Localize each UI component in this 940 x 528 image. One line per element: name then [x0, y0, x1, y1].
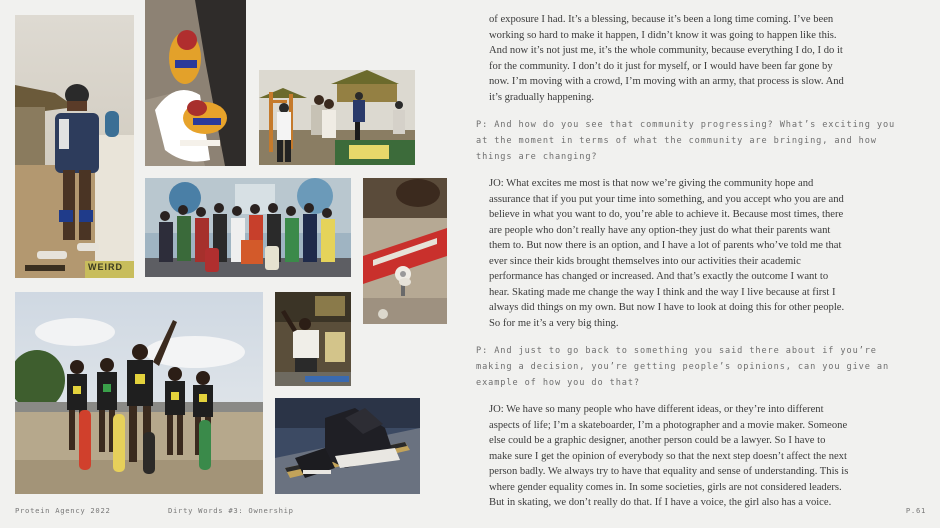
photo-skater-boy-helmet: [15, 15, 134, 278]
photo-sneakers-closeup: [145, 0, 246, 166]
article-paragraph-1: of exposure I had. It’s a blessing, because it’s been a long time coming. I’ve been working so hard to make it happen, I didn’t know it was going to happen like this. And now it’s not just me, it’s the whole community, because everything I do, I do it for the community. I don’t do it just for myself, or I would have been far gone by now. I’m moving with a crowd, I’m moving with an army, that process is slow. And it’s gradually happening.: [489, 14, 844, 103]
interviewer-question-2: P: And just to go back to something you said there about if you’re making a decision, you’re getting people’s opinions, can you give an example of how you do that?: [476, 346, 890, 388]
photo-red-skateboard: [363, 178, 447, 324]
photo-skate-event: [275, 292, 351, 386]
photo-sign-text: WEIRD: [88, 262, 123, 272]
photo-kids-with-skateboards: [15, 292, 263, 494]
photo-group-mural: [145, 178, 351, 277]
article-paragraph-3: JO: We have so many people who have different ideas, or they’re into different aspects of life; I’m a skateboarder, I’m a photographer and a movie maker. Someone else could be a graphic designer, another person could be a lawyer. So I have to make sure I get the opinion of everybody so that the next step doesn’t affect the next person badly. We always try to have that equality and sense of understanding. This is where gender equality comes in. In some societies, girls are not considered leaders. But in skating, we don’t really do that. If I have a voice, the girl also has a voice.: [489, 404, 849, 508]
interviewer-question-1: P: And how do you see that community progressing? What’s exciting you at the moment in terms of what the community are bringing, and how things are changing?: [476, 120, 896, 162]
footer-page-number: P.61: [905, 506, 926, 515]
photo-park-stalls: [259, 70, 415, 165]
footer-issue-title: Dirty Words #3: Ownership: [168, 506, 294, 515]
photo-skater-feet: [275, 398, 420, 494]
article-text-column: [476, 10, 916, 511]
footer-publisher: Protein Agency 2022: [15, 506, 111, 515]
article-paragraph-2: JO: What excites me most is that now we’re giving the community hope and assurance that if you put your time into something, and you accept who you are and believe in what you want to do, you’re able to achieve it. Because most times, there are people who don’t really have any option-they just do what their parents want them to. But now there is an option, and I have a lot of parents who’ve told me that ever since their kids brought themselves into our activities their academic performance has changed or increased. And that’s exactly the outcome I want to hear. Skating made me change the way I think and the way I live because at first I always did things on my own. But now I have to look at doing this for other people. So for me it’s a very big thing.: [489, 178, 845, 329]
